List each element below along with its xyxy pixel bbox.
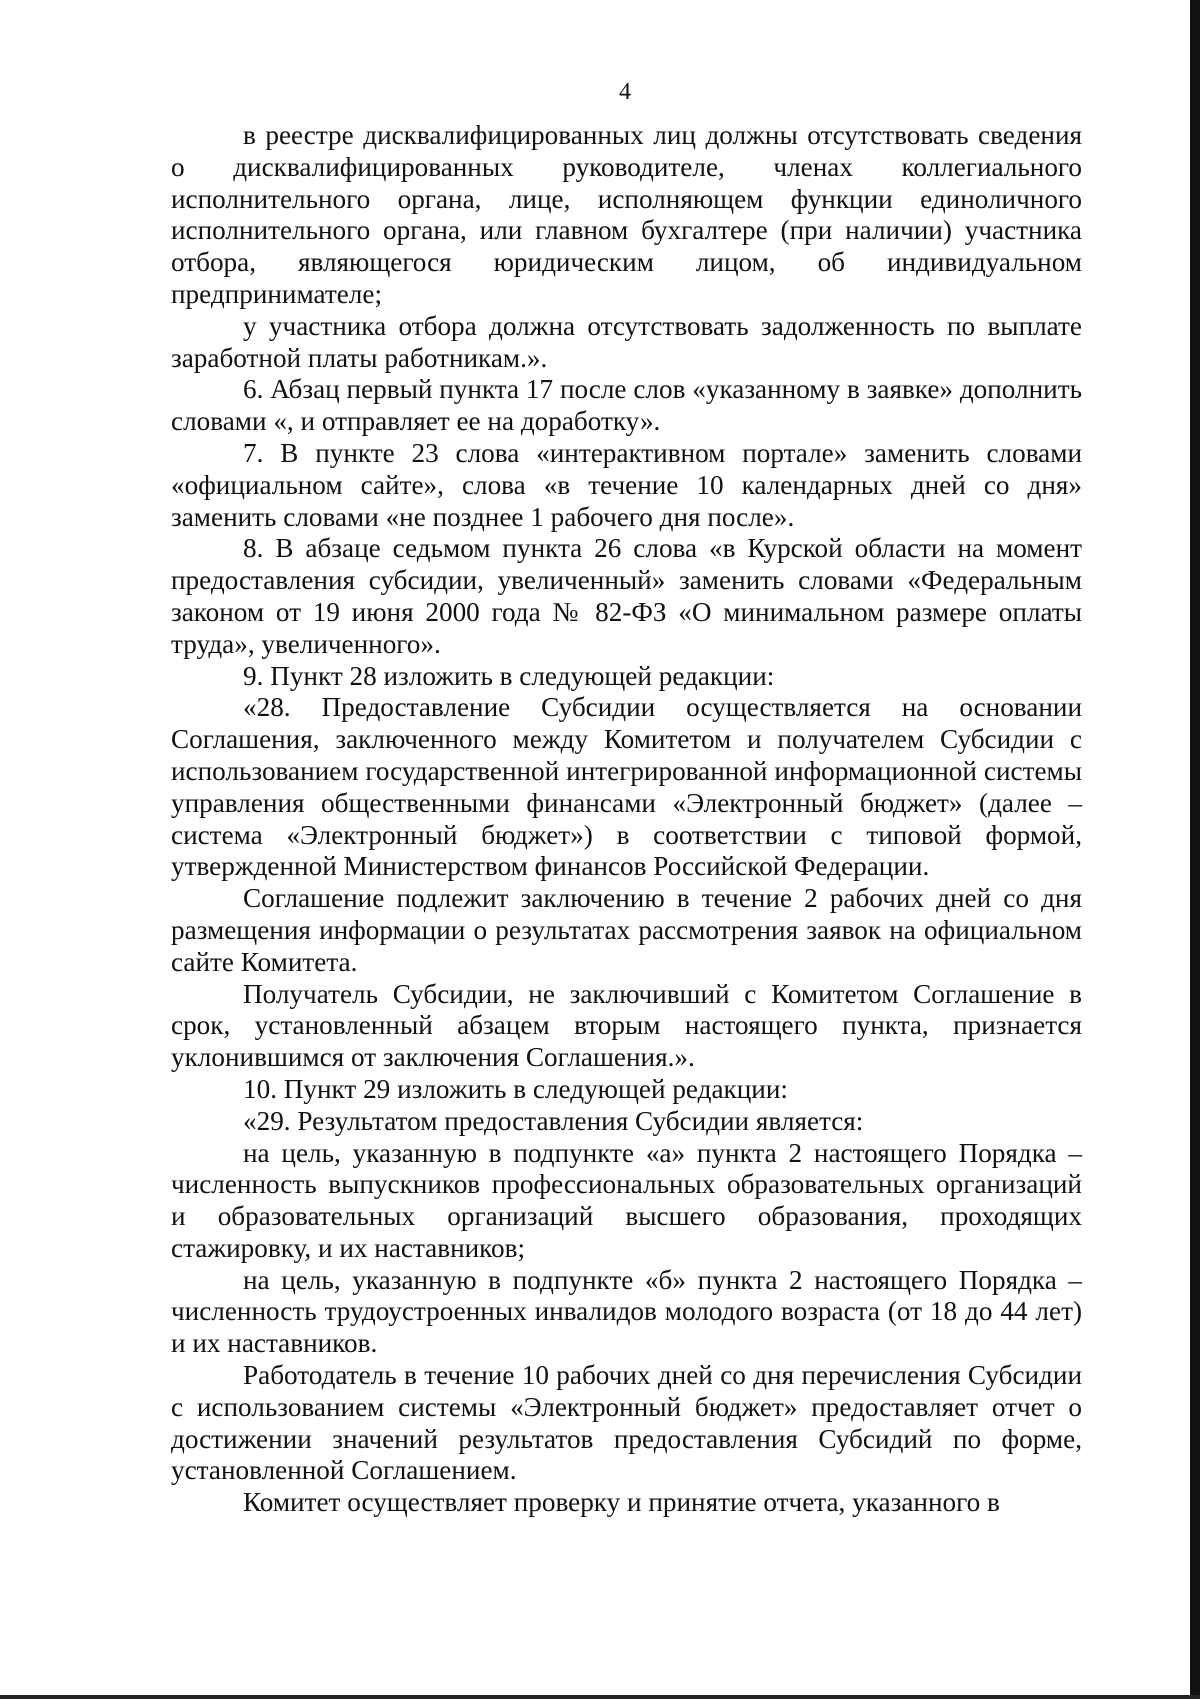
scan-edge-right	[1190, 0, 1200, 1699]
paragraph-item-10: 10. Пункт 29 изложить в следующей редакции:	[243, 1073, 788, 1104]
scan-edge-bottom	[0, 1695, 1200, 1699]
paragraph-clause-29: «29. Результатом предоставления Субсидии является:	[243, 1105, 864, 1136]
paragraph-disqualified-registry: в реестре дисквалифицированных лиц должны отсутствовать сведения о дисквалифицированных руководителе, членах коллегиального исполнительного органа, лице, исполняющем функции единоличного исполнительного органа, или главном бухгалтере (при наличии) участника отбора, являющегося юридическим лицом, об индивидуальном предпринимателе;	[171, 120, 1082, 309]
paragraph-item-8: 8. В абзаце седьмом пункта 26 слова «в Курской области на момент предоставления субсидии, увеличенный» заменить словами «Федеральным законом от 19 июня 2000 года № 82-ФЗ «О минимальном размере оплаты труда», увеличенного».	[171, 533, 1082, 659]
paragraph-employer-report: Работодатель в течение 10 рабочих дней со дня перечисления Субсидии с использованием системы «Электронный бюджет» предоставляет отчет о достижении значений результатов предоставления Субсидий по форме, установленной Соглашением.	[171, 1360, 1082, 1486]
paragraph-goal-a: на цель, указанную в подпункте «а» пункта 2 настоящего Порядка – численность выпускников профессиональных образовательных организаций и образовательных организаций высшего образования, проходящих стажировку, и их наставников;	[171, 1137, 1082, 1263]
paragraph-recipient-evasion: Получатель Субсидии, не заключивший с Комитетом Соглашение в срок, установленный абзацем вторым настоящего пункта, признается уклонившимся от заключения Соглашения.».	[171, 978, 1082, 1073]
page-number: 4	[619, 79, 631, 105]
paragraph-item-7: 7. В пункте 23 слова «интерактивном портале» заменить словами «официальном сайте», слова «в течение 10 календарных дней со дня» заменить словами «не позднее 1 рабочего дня после».	[171, 437, 1082, 532]
paragraph-goal-b: на цель, указанную в подпункте «б» пункта 2 настоящего Порядка – численность трудоустроенных инвалидов молодого возраста (от 18 до 44 лет) и их наставников.	[171, 1264, 1082, 1359]
paragraph-clause-28: «28. Предоставление Субсидии осуществляется на основании Соглашения, заключенного между Комитетом и получателем Субсидии с использованием государственной интегрированной информационной системы управления общественными финансами «Электронный бюджет» (далее – система «Электронный бюджет») в соответствии с типовой формой, утвержденной Министерством финансов Российской Федерации.	[171, 692, 1082, 882]
paragraph-item-6: 6. Абзац первый пункта 17 после слов «указанному в заявке» дополнить словами «, и отправляет ее на доработку».	[171, 374, 1082, 437]
paragraph-committee-check: Комитет осуществляет проверку и принятие отчета, указанного в	[243, 1487, 1000, 1518]
paragraph-agreement-deadline: Соглашение подлежит заключению в течение 2 рабочих дней со дня размещения информации о результатах рассмотрения заявок на официальном сайте Комитета.	[171, 883, 1082, 977]
paragraph-item-9: 9. Пункт 28 изложить в следующей редакции:	[243, 660, 775, 691]
document-body	[171, 120, 1082, 1519]
paragraph-wage-arrears: у участника отбора должна отсутствовать задолженность по выплате заработной платы работникам.».	[171, 310, 1082, 373]
